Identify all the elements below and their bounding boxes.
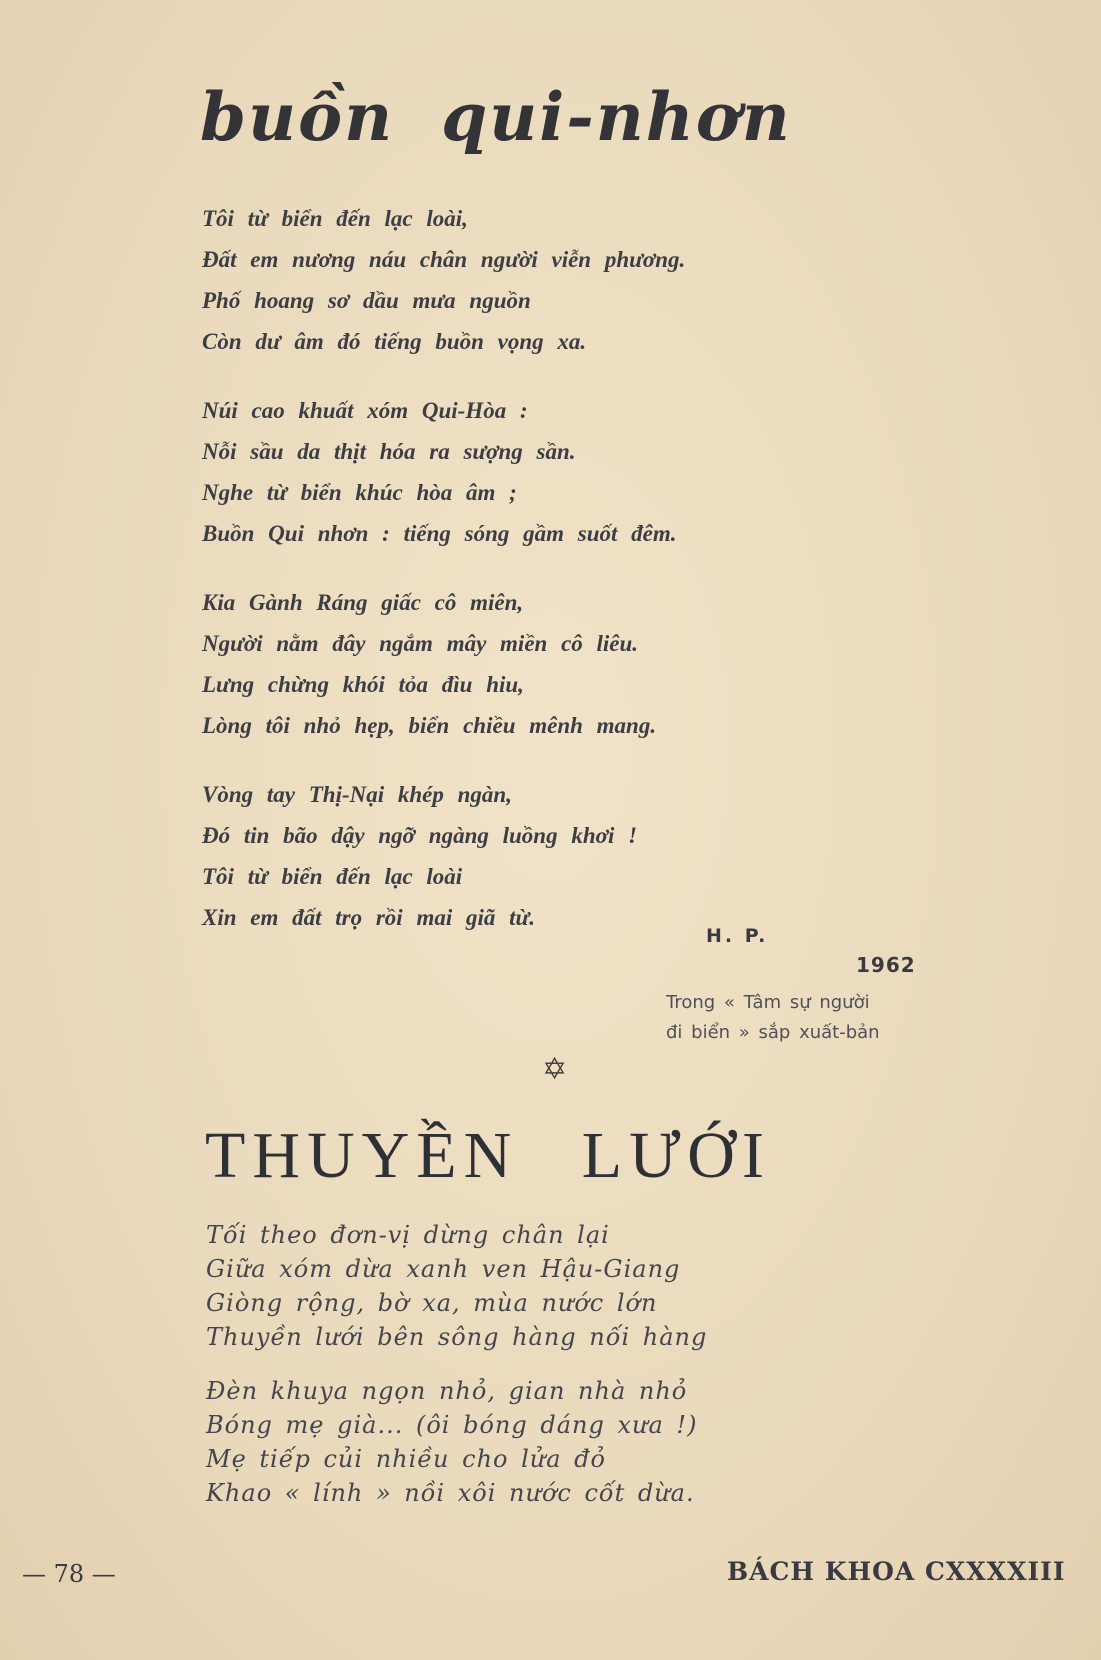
- poem-line: Tối theo đơn-vị dừng chân lại: [206, 1221, 610, 1249]
- poem-body-buon-qui-nhon: [202, 198, 822, 966]
- stanza: [202, 198, 822, 362]
- author-signature: H. P.: [706, 925, 769, 947]
- poem-line: Xin em đất trọ rồi mai giã từ.: [202, 905, 536, 930]
- poem-line: Nỗi sầu da thịt hóa ra sượng sần.: [202, 439, 576, 464]
- poem-line: Buồn Qui nhơn : tiếng sóng gầm suốt đêm.: [202, 521, 677, 546]
- publication-note-line: Trong « Tâm sự người: [666, 992, 870, 1013]
- page-number: — 78 —: [22, 1560, 116, 1588]
- stanza: [206, 1218, 846, 1354]
- poem-line: Kia Gành Ráng giấc cô miên,: [202, 590, 524, 615]
- stanza: [206, 1374, 846, 1510]
- journal-name: BÁCH KHOA CXXXXIII: [727, 1557, 1066, 1586]
- poem-line: Còn dư âm đó tiếng buồn vọng xa.: [202, 329, 587, 354]
- poem-line: Tôi từ biển đến lạc loài,: [202, 206, 468, 231]
- poem-body-thuyen-luoi: [206, 1218, 846, 1530]
- poem-line: Giòng rộng, bờ xa, mùa nước lớn: [206, 1289, 658, 1317]
- stanza: [202, 774, 822, 938]
- poem-line: Phố hoang sơ dầu mưa nguồn: [202, 288, 531, 313]
- poem-line: Lưng chừng khói tỏa đìu hiu,: [202, 672, 524, 697]
- poem-title-thuyen-luoi: THUYỀN LƯỚI: [205, 1119, 771, 1192]
- poem-line: Mẹ tiếp củi nhiều cho lửa đỏ: [206, 1445, 606, 1473]
- poem-line: Đó tin bão dậy ngỡ ngàng luồng khơi !: [202, 823, 638, 848]
- star-separator-icon: ✡: [542, 1052, 568, 1087]
- stanza: [202, 582, 822, 746]
- poem-line: Đèn khuya ngọn nhỏ, gian nhà nhỏ: [206, 1377, 688, 1405]
- poem-line: Vòng tay Thị-Nại khép ngàn,: [202, 782, 512, 807]
- poem-title-buon-qui-nhon: buồn qui-nhơn: [200, 78, 792, 156]
- publication-note: [666, 988, 936, 1048]
- poem-year: 1962: [856, 953, 916, 977]
- stanza: [202, 390, 822, 554]
- poem-line: Lòng tôi nhỏ hẹp, biển chiều mênh mang.: [202, 713, 657, 738]
- poem-line: Đất em nương náu chân người viễn phương.: [202, 247, 686, 272]
- poem-line: Khao « lính » nồi xôi nước cốt dừa.: [206, 1479, 695, 1507]
- poem-line: Nghe từ biển khúc hòa âm ;: [202, 480, 517, 505]
- poem-line: Bóng mẹ già... (ôi bóng dáng xưa !): [206, 1411, 698, 1439]
- publication-note-line: đi biển » sắp xuất-bản: [666, 1022, 880, 1043]
- poem-line: Núi cao khuất xóm Qui-Hòa :: [202, 398, 528, 423]
- poem-line: Thuyền lưới bên sông hàng nối hàng: [206, 1323, 708, 1351]
- poem-line: Giữa xóm dừa xanh ven Hậu-Giang: [206, 1255, 681, 1283]
- poem-line: Người nằm đây ngắm mây miền cô liêu.: [202, 631, 639, 656]
- poem-line: Tôi từ biển đến lạc loài: [202, 864, 463, 889]
